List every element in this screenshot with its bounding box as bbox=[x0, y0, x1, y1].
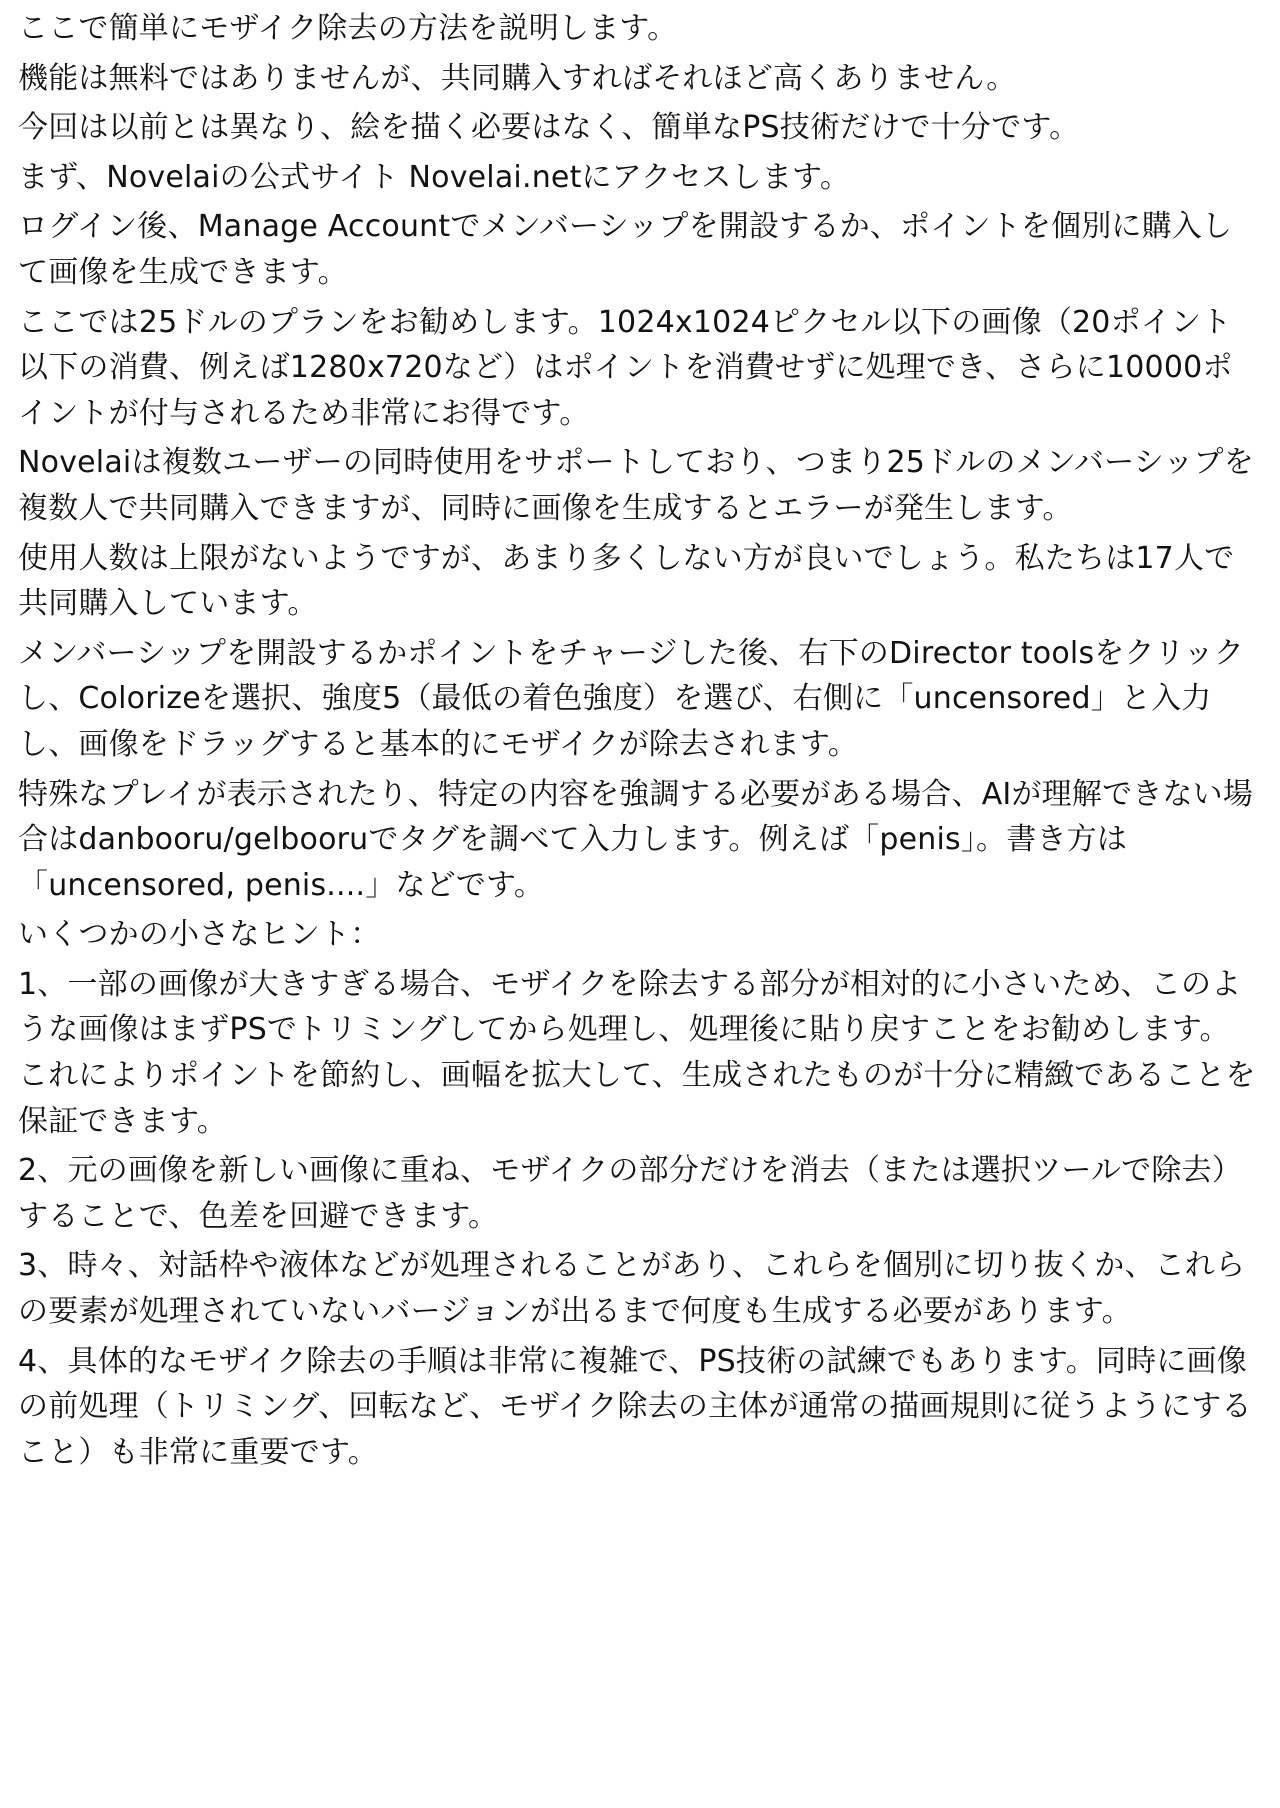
document-body bbox=[18, 6, 1256, 1475]
paragraph: ここで簡単にモザイク除去の方法を説明します。 bbox=[18, 11, 678, 46]
paragraph: 今回は以前とは異なり、絵を描く必要はなく、簡単なPS技術だけで十分です。 bbox=[18, 110, 1080, 146]
paragraph: メンバーシップを開設するかポイントをチャージした後、右下のDirector toolsをクリックし、Colorizeを選択、強度5（最低の着色強度）を選び、右側に「uncensored」と入力し、画像をドラッグすると基本的にモザイクが除去されます。 bbox=[18, 635, 1245, 762]
paragraph: ここでは25ドルのプランをお勧めします。1024x1024ピクセル以下の画像（20ポイント以下の消費、例えば1280x720など）はポイントを消費せずに処理でき、さらに10000ポイントが付与されるため非常にお得です。 bbox=[18, 304, 1233, 431]
paragraph: 使用人数は上限がないようですが、あまり多くしない方が良いでしょう。私たちは17人で共同購入しています。 bbox=[18, 540, 1235, 622]
paragraph-tip-3: 3、時々、対話枠や液体などが処理されることがあり、これらを個別に切り抜くか、これらの要素が処理されていないバージョンが出るまで何度も生成する必要があります。 bbox=[18, 1248, 1246, 1330]
paragraph: ログイン後、Manage Accountでメンバーシップを開設するか、ポイントを個別に購入して画像を生成できます。 bbox=[18, 209, 1233, 290]
paragraph: 機能は無料ではありませんが、共同購入すればそれほど高くありません。 bbox=[18, 60, 1017, 96]
paragraph: まず、Novelaiの公式サイト Novelai.netにアクセスします。 bbox=[18, 159, 851, 195]
paragraph-tip-4: 4、具体的なモザイク除去の手順は非常に複雑で、PS技術の試練でもあります。同時に画像の前処理（トリミング、回転など、モザイク除去の主体が通常の描画規則に従うようにすること）も非常に重要です。 bbox=[18, 1343, 1252, 1470]
paragraph: Novelaiは複数ユーザーの同時使用をサポートしており、つまり25ドルのメンバーシップを複数人で共同購入できますが、同時に画像を生成するとエラーが発生します。 bbox=[18, 445, 1254, 526]
paragraph-tips-heading: いくつかの小さなヒント： bbox=[18, 917, 381, 953]
paragraph-tip-2: 2、元の画像を新しい画像に重ね、モザイクの部分だけを消去（または選択ツールで除去）することで、色差を回避できます。 bbox=[18, 1153, 1242, 1234]
paragraph: 特殊なプレイが表示されたり、特定の内容を強調する必要がある場合、AIが理解できない場合はdanbooru/gelbooruでタグを調べて入力します。例えば「penis」。書き方は「uncensored, penis....」などです。 bbox=[18, 776, 1254, 903]
paragraph-tip-1: 1、一部の画像が大きすぎる場合、モザイクを除去する部分が相対的に小さいため、このような画像はまずPSでトリミングしてから処理し、処理後に貼り戻すことをお勧めします。これによりポイントを節約し、画幅を拡大して、生成されたものが十分に精緻であることを保証できます。 bbox=[18, 966, 1256, 1139]
